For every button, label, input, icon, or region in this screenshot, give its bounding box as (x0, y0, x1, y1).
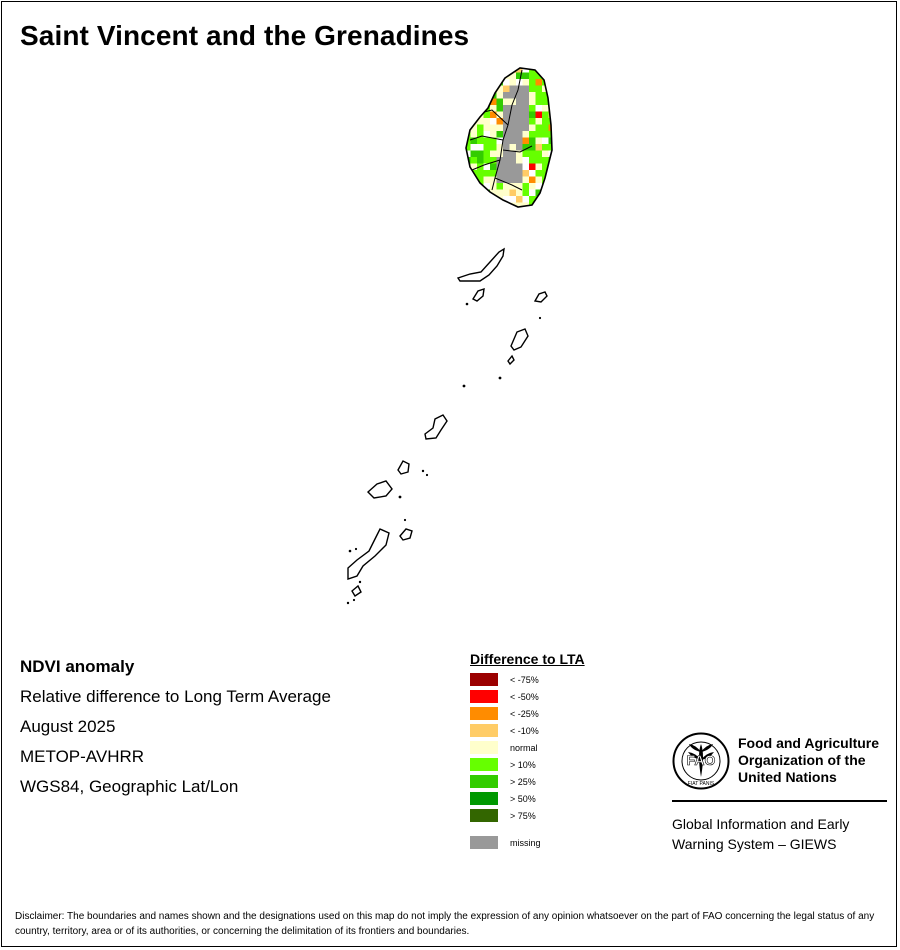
legend-swatch (470, 809, 498, 822)
legend-item (470, 808, 585, 825)
legend-item (470, 757, 585, 774)
legend-label-missing: missing (510, 838, 541, 848)
legend-label: > 25% (510, 777, 536, 787)
legend-label: < -10% (510, 726, 539, 736)
fao-divider (672, 800, 887, 802)
disclaimer: Disclaimer: The boundaries and names shown and the designations used on this map do not imply the expression of any opinion whatsoever on the part of FAO concerning the legal status of any country, territory, area or of its authorities, or concerning the delimitation of its frontiers and boundaries. (15, 911, 875, 937)
fao-name (738, 735, 888, 786)
legend-label: > 50% (510, 794, 536, 804)
union-island (398, 461, 409, 474)
legend-label: < -25% (510, 709, 539, 719)
fao-name-line1: Food and Agriculture (738, 735, 880, 751)
fao-name-line3: United Nations (738, 769, 837, 785)
mustique-island (535, 292, 547, 302)
legend-swatch-missing (470, 836, 498, 849)
grenadines-islands (348, 249, 547, 596)
legend-swatch (470, 690, 498, 703)
bequia-islet (473, 289, 484, 301)
legend-item (470, 723, 585, 740)
product-sensor: METOP-AVHRR (20, 747, 145, 766)
carriacou-island (368, 481, 392, 498)
mayreau-island (425, 415, 447, 439)
product-description: Relative difference to Long Term Average (20, 687, 331, 706)
legend (470, 651, 585, 852)
legend-item (470, 791, 585, 808)
giews-name (672, 814, 888, 854)
legend-swatch (470, 792, 498, 805)
giews-line2: Warning System – GIEWS (672, 836, 837, 852)
legend-swatch (470, 673, 498, 686)
fao-emblem-motto: FIAT PANIS (687, 781, 715, 787)
legend-item (470, 672, 585, 689)
legend-swatch (470, 707, 498, 720)
map-title: Saint Vincent and the Grenadines (20, 20, 470, 51)
grenada-north-island (348, 529, 389, 579)
giews-line1: Global Information and Early (672, 816, 850, 832)
canouan-island (511, 329, 528, 350)
product-projection: WGS84, Geographic Lat/Lon (20, 777, 239, 796)
legend-item (470, 740, 585, 757)
legend-swatch (470, 741, 498, 754)
legend-item (470, 774, 585, 791)
islet-south (352, 586, 361, 596)
petit-martinique-island (400, 529, 412, 540)
legend-label: < -50% (510, 692, 539, 702)
map-info (20, 656, 331, 806)
legend-title: Difference to LTA (470, 651, 585, 667)
product-period: August 2025 (20, 717, 116, 736)
legend-item (470, 706, 585, 723)
fao-emblem-icon (672, 732, 730, 790)
legend-item (470, 689, 585, 706)
legend-item-missing (470, 835, 585, 852)
legend-label: > 75% (510, 811, 536, 821)
legend-swatch (470, 775, 498, 788)
bequia-island (458, 249, 504, 281)
legend-label: normal (510, 743, 538, 753)
product-name: NDVI anomaly (20, 657, 135, 676)
fao-emblem-text: FAO (686, 752, 716, 768)
legend-label: > 10% (510, 760, 536, 770)
legend-swatch (470, 724, 498, 737)
legend-label: < -75% (510, 675, 539, 685)
legend-swatch (470, 758, 498, 771)
canouan-islet (508, 356, 514, 364)
fao-name-line2: Organization of the (738, 752, 866, 768)
